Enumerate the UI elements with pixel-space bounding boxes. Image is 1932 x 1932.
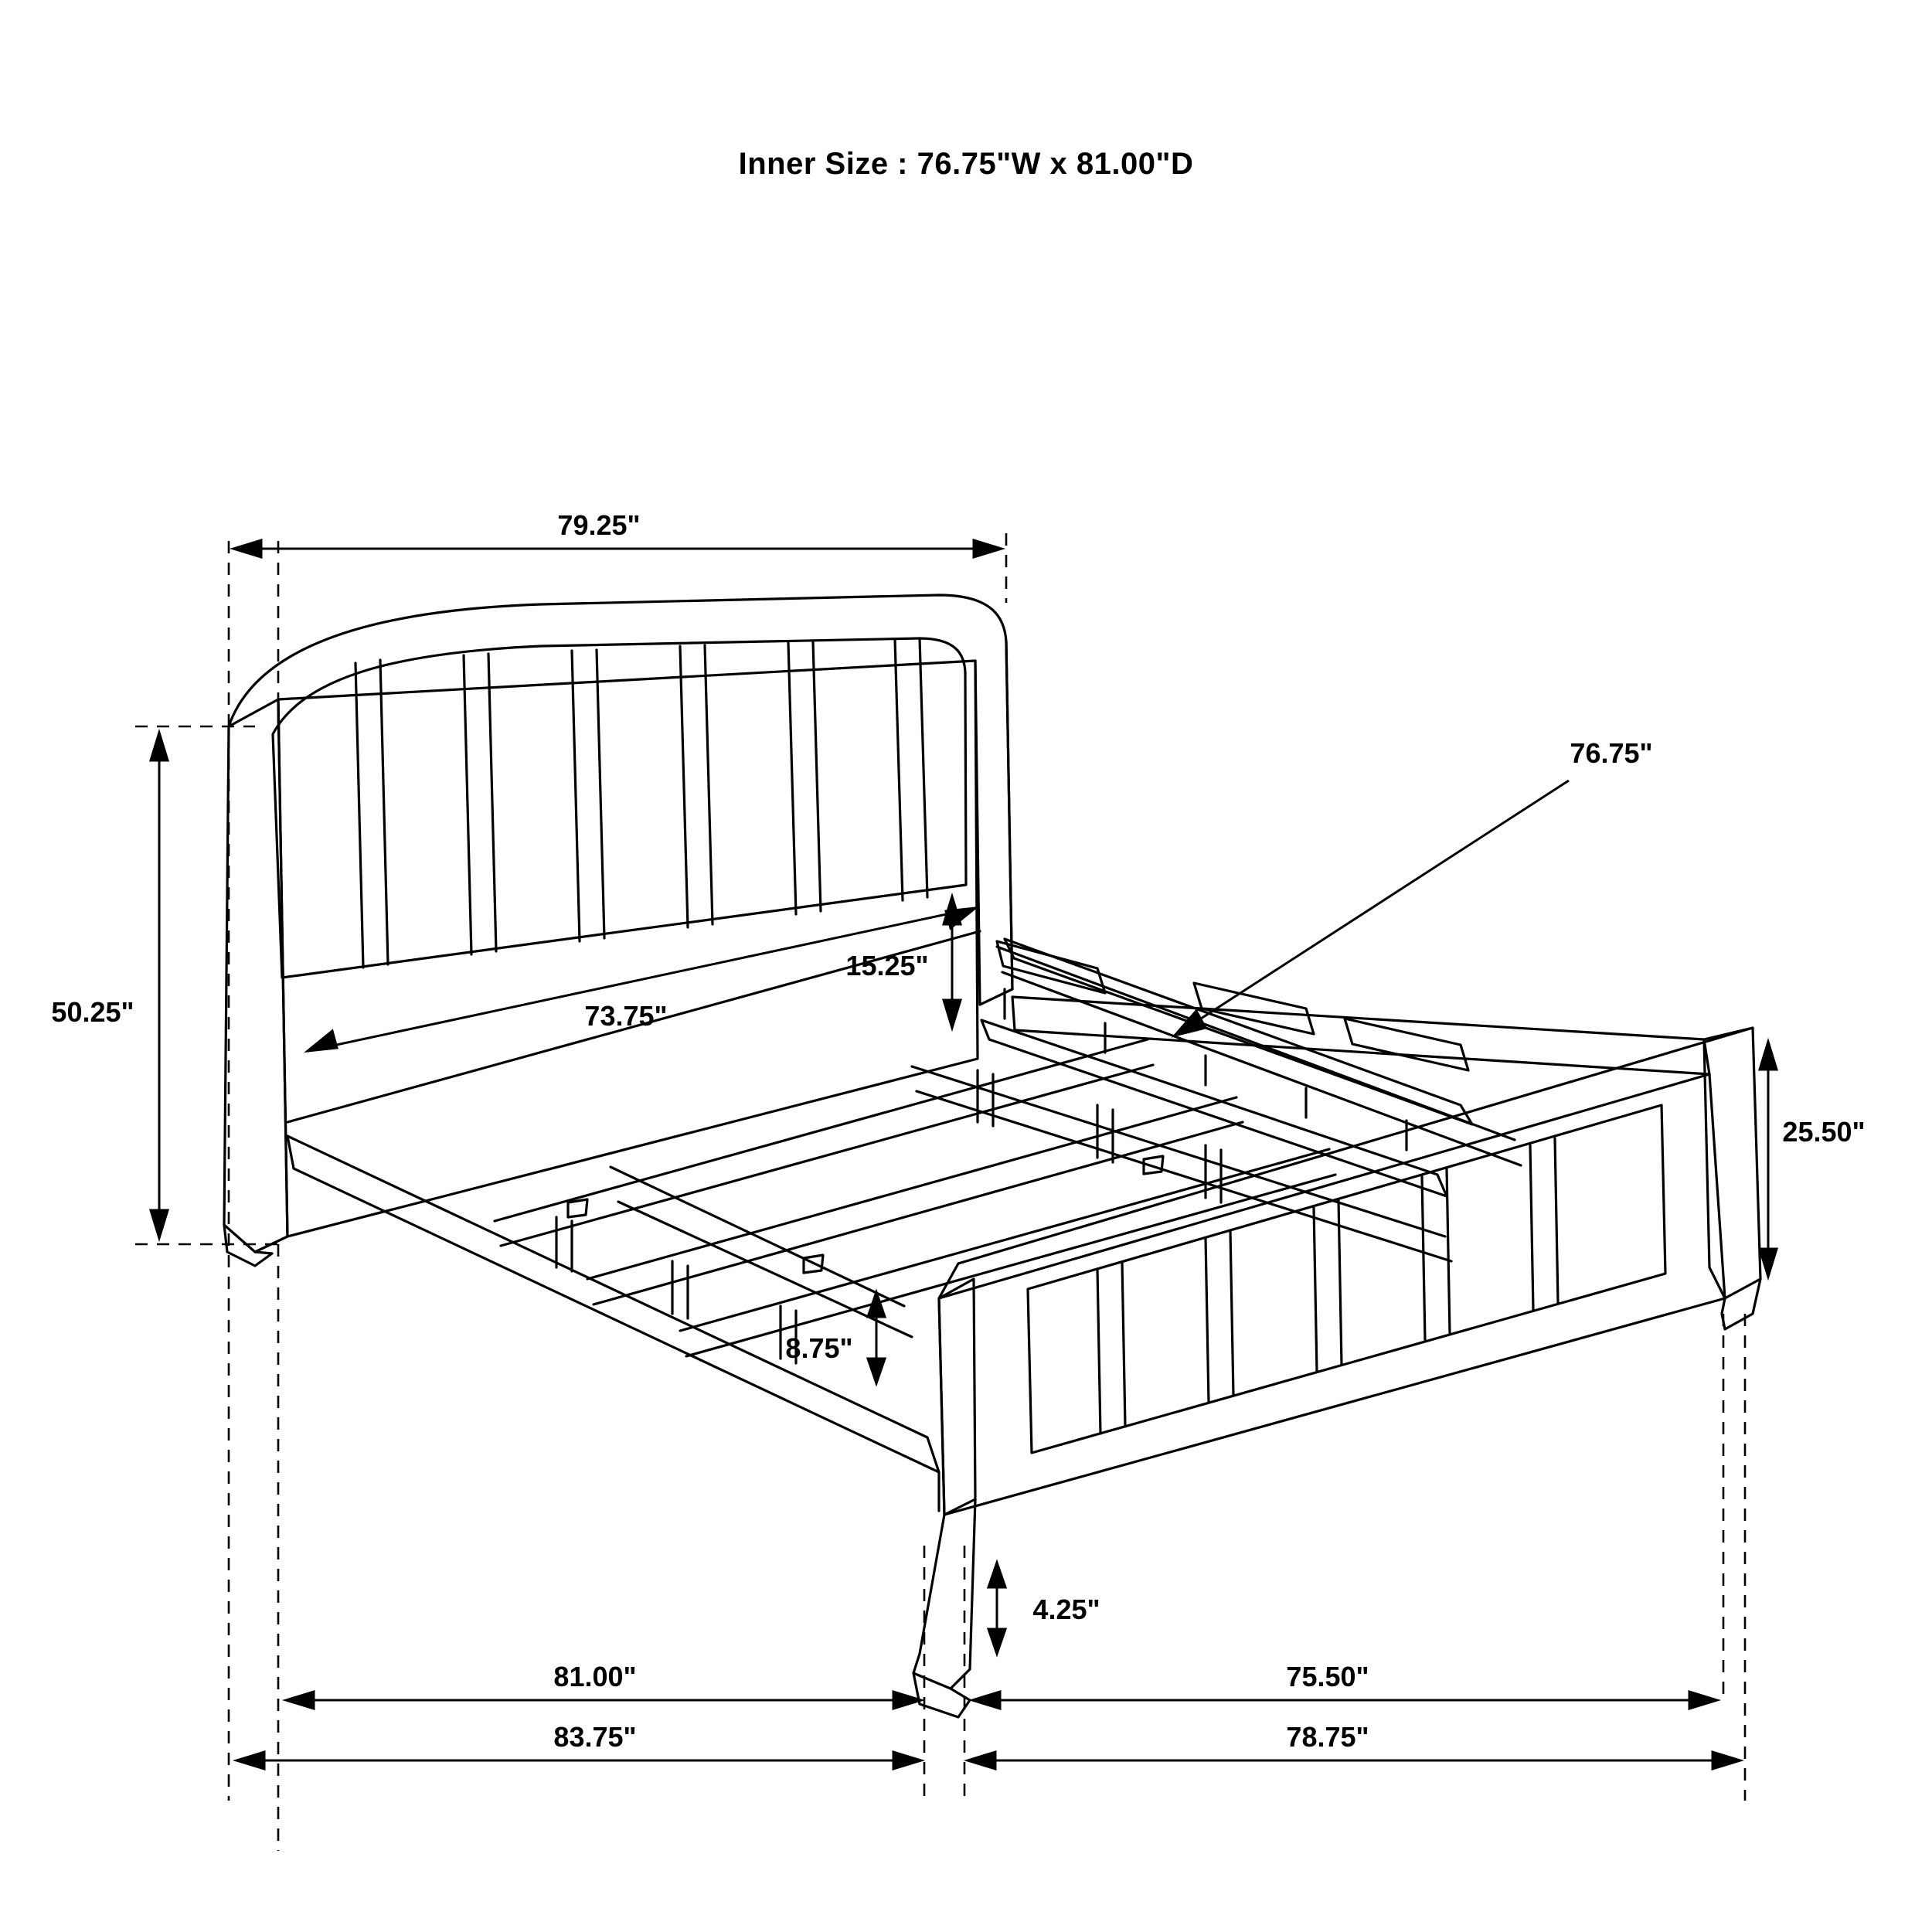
dim-top-width: 79.25" [557,509,641,541]
leader-slat-length [1175,781,1569,1036]
slat-3 [1345,1019,1468,1070]
dimline-top-width [233,540,1002,557]
footboard-face [939,1074,1725,1515]
dim-slat-clearance: 8.75" [785,1332,853,1364]
footboard-far-foot [1722,1279,1760,1329]
footboard-tuft-4 [1230,1231,1233,1396]
dimline-footboard-height [1760,1042,1777,1277]
headboard-tuft-12 [920,638,927,897]
footboard-near-leg [913,1279,975,1689]
center-beam-edge-a [611,1167,904,1306]
dimline-leg-clearance [988,1563,1005,1654]
page-title: Inner Size : 76.75"W x 81.00"D [738,147,1194,181]
dim-panel-height: 15.25" [845,950,929,981]
cross-slat-3b [686,1175,1335,1356]
side-rail-far [1012,997,1709,1074]
dim-slat-length: 76.75" [1570,737,1653,769]
footboard-tuft-9 [1530,1145,1533,1310]
headboard-tuft-4 [488,654,496,951]
headboard-tuft-3 [464,655,471,954]
dim-footboard-width: 75.50" [1286,1661,1369,1692]
headboard-tuft-1 [355,663,363,968]
dimline-footboard-width [972,1692,1717,1709]
footboard-tuft-2 [1122,1262,1125,1427]
slat-runner-1-bottom [1002,972,1521,1165]
dimline-inner-depth [286,1692,921,1709]
headboard-tuft-2 [380,660,388,964]
center-foot-1 [568,1199,587,1217]
headboard-tuft-10 [813,641,821,911]
slat-runner-2-bottom [917,1091,1451,1261]
headboard-tuft-6 [597,650,604,938]
dimline-footboard-outer-width [968,1752,1740,1769]
dim-headboard-inner-width: 73.75" [584,1000,668,1032]
footboard-far-post [1704,1028,1760,1298]
cross-slat-2 [587,1097,1236,1279]
footboard-tuft-3 [1206,1238,1209,1403]
dim-footboard-outer-width: 78.75" [1286,1721,1369,1753]
headboard-tuft-9 [788,642,796,914]
cross-slat-2b [594,1122,1243,1304]
footboard-tuft-6 [1338,1200,1342,1365]
footboard-tuft-1 [1097,1269,1100,1434]
cross-slat-1 [495,1039,1148,1221]
dim-leg-clearance: 4.25" [1032,1594,1100,1625]
dim-outer-depth: 83.75" [553,1721,637,1753]
footboard-near-foot [913,1673,970,1717]
dim-footboard-height: 25.50" [1782,1116,1866,1148]
headboard-tuft-8 [705,645,713,924]
footboard-tuft-8 [1447,1169,1450,1334]
headboard-panel [273,638,966,978]
headboard-tuft-7 [680,646,688,927]
slat-runner-1-top [997,947,1515,1140]
footboard-tuft-7 [1422,1176,1425,1341]
dim-inner-depth: 81.00" [553,1661,637,1692]
dim-headboard-height: 50.25" [51,996,134,1028]
dimline-headboard-height [151,733,168,1238]
footboard-tuft-5 [1314,1207,1317,1372]
headboard-left-post [224,699,287,1252]
headboard-tuft-5 [572,651,580,941]
footboard-tuft-10 [1555,1138,1558,1303]
headboard-tuft-11 [895,639,903,900]
dimline-outer-depth [236,1752,921,1769]
